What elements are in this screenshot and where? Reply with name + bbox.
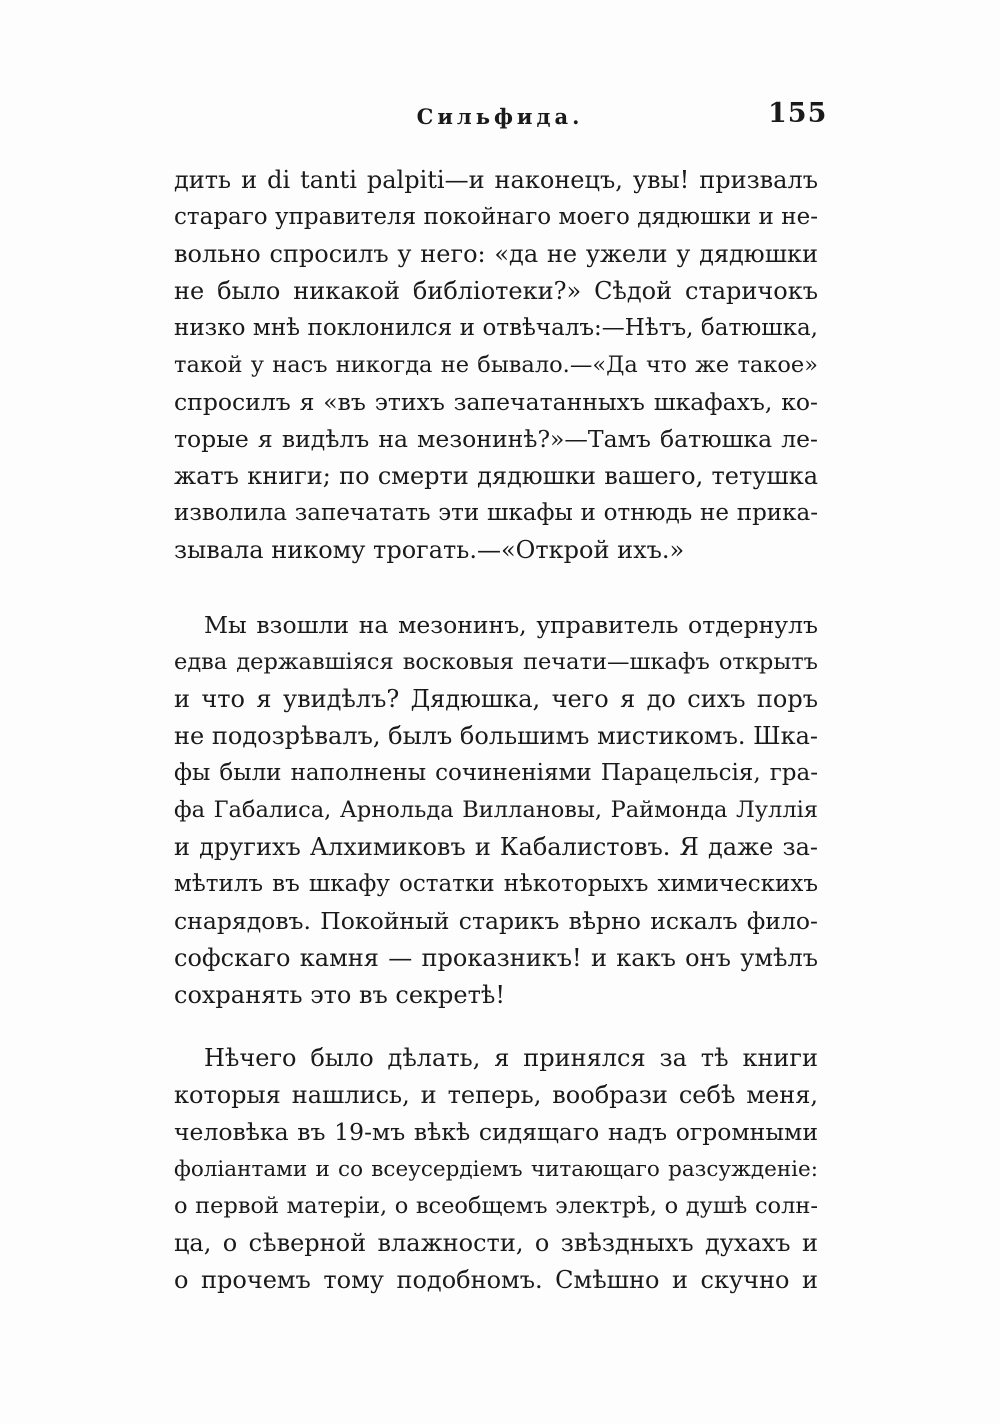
text-line: фы были наполнены сочиненіями Парацельсія, гра- [174, 760, 818, 786]
text-line: и что я увидѣлъ? Дядюшка, чего я до сихъ поръ [174, 685, 818, 713]
page-number: 155 [768, 98, 828, 129]
text-line: спросилъ я «въ этихъ запечатанныхъ шкафахъ, ко- [174, 388, 818, 416]
text-line: жатъ книги; по смерти дядюшки вашего, тетушка [174, 462, 818, 490]
text-line: Нѣчего было дѣлать, я принялся за тѣ книги [204, 1044, 818, 1072]
text-line: зывала никому трогать.—«Открой ихъ.» [174, 536, 685, 564]
text-line: такой у насъ никогда не бывало.—«Да что же такое» [174, 352, 818, 378]
text-line: мѣтилъ въ шкафу остатки нѣкоторыхъ химическихъ [174, 871, 818, 897]
text-line: изволила запечатать эти шкафы и отнюдь не прика- [174, 500, 818, 526]
text-line: ца, о сѣверной влажности, о звѣздныхъ духахъ и [174, 1229, 818, 1257]
text-line: которыя нашлись, и теперь, вообрази себѣ меня, [174, 1081, 818, 1109]
text-line: Мы взошли на мезонинъ, управитель отдернулъ [204, 611, 818, 639]
text-line: софскаго камня — проказникъ! и какъ онъ умѣлъ [174, 944, 818, 972]
text-line: о прочемъ тому подобномъ. Смѣшно и скучно и [174, 1266, 818, 1294]
text-line: о первой матеріи, о всеобщемъ электрѣ, о душѣ солн- [174, 1193, 818, 1219]
text-line: не подозрѣвалъ, былъ большимъ мистикомъ. Шка- [174, 722, 818, 750]
text-line: дить и di tanti palpiti—и наконецъ, увы! призвалъ [174, 166, 818, 194]
text-line: торые я видѣлъ на мезонинѣ?»—Тамъ батюшка ле- [174, 425, 818, 453]
text-line: вольно спросилъ у него: «да не ужели у дядюшки [174, 240, 818, 268]
text-line: снарядовъ. Покойный старикъ вѣрно искалъ фило- [174, 907, 818, 935]
text-line: фа Габалиса, Арнольда Виллановы, Раймонда Луллія [174, 797, 818, 823]
text-line: стараго управителя покойнаго моего дядюшки и не- [174, 204, 818, 230]
text-line: и другихъ Алхимиковъ и Кабалистовъ. Я даже за- [174, 833, 818, 861]
running-title: Сильфида. [416, 104, 584, 129]
text-line: не было никакой библіотеки?» Сѣдой старичокъ [174, 277, 818, 305]
text-line: человѣка въ 19-мъ вѣкѣ сидящаго надъ огромными [174, 1118, 818, 1146]
text-line: сохранять это въ секретѣ! [174, 981, 506, 1009]
text-line: фоліантами и со всеусердіемъ читающаго разсужденіе: [174, 1157, 818, 1182]
text-line: едва державшіяся восковыя печати—шкафъ открытъ [174, 649, 818, 675]
text-line: низко мнѣ поклонился и отвѣчалъ:—Нѣтъ, батюшка, [174, 315, 818, 341]
